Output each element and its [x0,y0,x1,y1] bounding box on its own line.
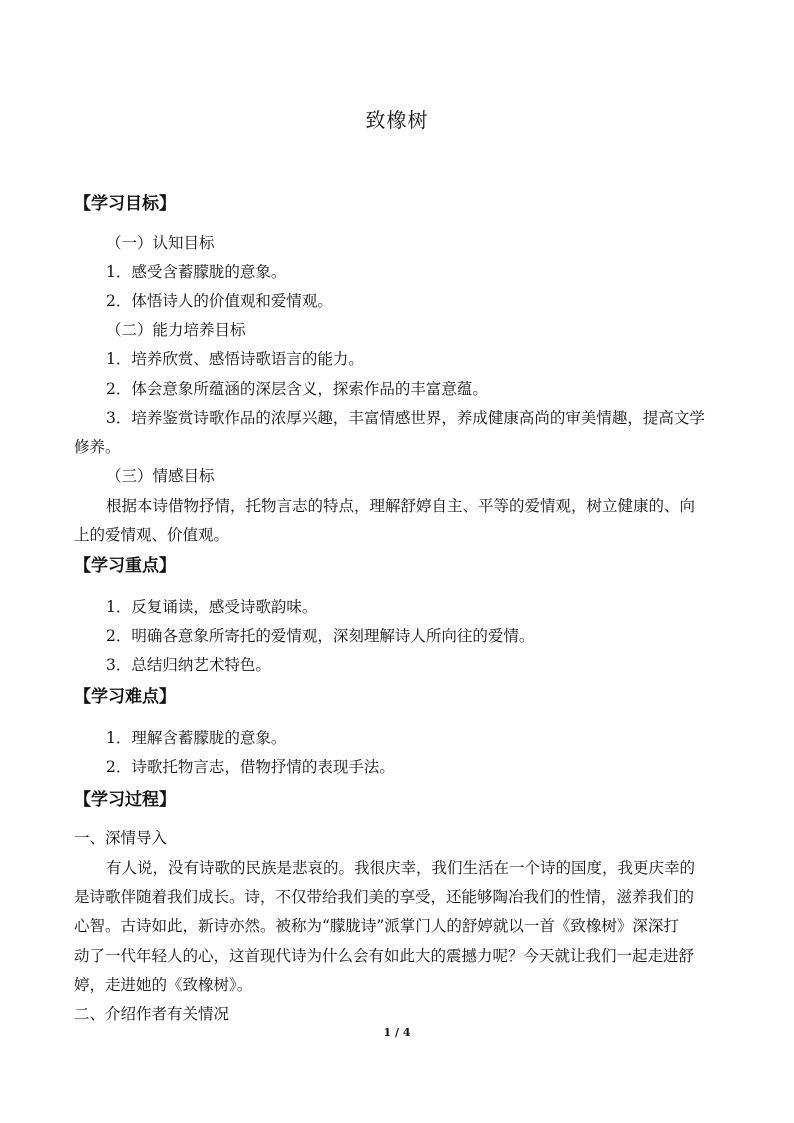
section-heading-focus: 【学习重点】 [74,556,176,576]
list-item: 1．培养欣赏、感悟诗歌语言的能力。 [106,350,364,368]
section-heading-process: 【学习过程】 [74,790,176,810]
paragraph-line: 心智。古诗如此，新诗亦然。被称为“朦胧诗”派掌门人的舒婷就以一首《致橡树》深深打 [74,917,679,935]
page-number: 1 / 4 [383,1026,411,1039]
paragraph-line: 上的爱情观、价值观。 [74,526,230,544]
list-item-continuation: 修养。 [74,438,121,456]
list-item: 2．明确各意象所寄托的爱情观，深刻理解诗人所向往的爱情。 [106,627,535,645]
list-item: 3．总结归纳艺术特色。 [106,656,271,674]
section-heading-goals: 【学习目标】 [74,194,176,214]
paragraph-line: 有人说，没有诗歌的民族是悲哀的。我很庆幸，我们生活在一个诗的国度，我更庆幸的 [106,859,696,877]
subheading-cognitive: （一）认知目标 [106,234,215,252]
list-item: 3．培养鉴赏诗歌作品的浓厚兴趣，丰富情感世界，养成健康高尚的审美情趣，提高文学 [106,409,705,427]
page-title: 致橡树 [365,108,429,132]
list-item: 2．体会意象所蕴涵的深层含义，探索作品的丰富意蕴。 [106,380,488,398]
paragraph-line: 动了一代年轻人的心，这首现代诗为什么会有如此大的震撼力呢？今天就让我们一起走进舒 [74,947,695,965]
section-heading-difficulty: 【学习难点】 [74,687,176,707]
paragraph-line: 根据本诗借物抒情，托物言志的特点，理解舒婷自主、平等的爱情观，树立健康的、向 [106,497,696,515]
list-item: 1．理解含蓄朦胧的意象。 [106,729,287,747]
subheading-ability: （二）能力培养目标 [106,321,246,339]
list-item: 1．反复诵读，感受诗歌韵味。 [106,598,318,616]
list-item: 2．体悟诗人的价值观和爱情观。 [106,292,333,310]
list-item: 1．感受含蓄朦胧的意象。 [106,263,287,281]
subheading-emotion: （三）情感目标 [106,467,215,485]
subsection-title-intro: 一、深情导入 [74,829,168,847]
subsection-title-author: 二、介绍作者有关情况 [74,1005,230,1023]
paragraph-line: 婷，走进她的《致橡树》。 [74,976,253,994]
list-item: 2．诗歌托物言志，借物抒情的表现手法。 [106,758,395,776]
paragraph-line: 是诗歌伴随着我们成长。诗，不仅带给我们美的享受，还能够陶冶我们的性情，滋养我们的 [74,888,695,906]
